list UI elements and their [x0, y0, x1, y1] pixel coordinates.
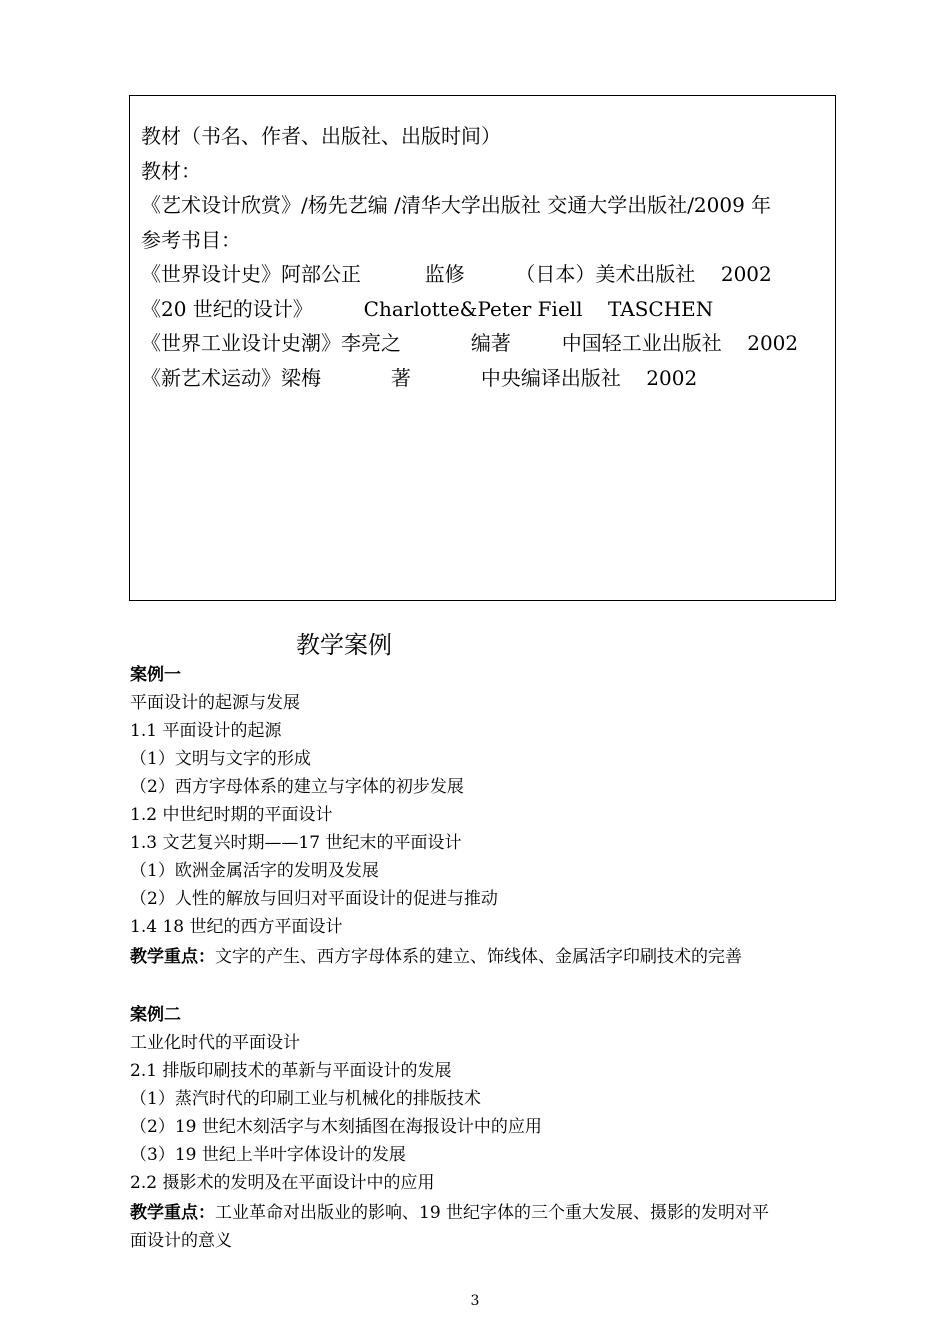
case-one-title: 案例一: [130, 665, 181, 685]
case-two-focus-text: 工业革命对出版业的影响、19 世纪字体的三个重大发展、摄影的发明对平: [215, 1203, 770, 1223]
page-number: 3: [470, 1293, 480, 1309]
case-two-focus: [130, 1202, 769, 1224]
case-one-line: （2）人性的解放与回归对平面设计的促进与推动: [130, 889, 498, 909]
case-one-line: 1.2 中世纪时期的平面设计: [130, 805, 333, 825]
case-two-line: （3）19 世纪上半叶字体设计的发展: [130, 1145, 406, 1165]
case-one-line: 1.1 平面设计的起源: [130, 721, 282, 741]
case-one-focus-text: 文字的产生、西方字母体系的建立、饰线体、金属活字印刷技术的完善: [215, 947, 742, 967]
case-two-title: 案例二: [130, 1005, 181, 1025]
case-two-line: 工业化时代的平面设计: [130, 1033, 300, 1053]
case-one-line: 平面设计的起源与发展: [130, 693, 300, 713]
case-two-focus-label: 教学重点：: [130, 1203, 215, 1223]
case-one-focus: [130, 946, 742, 968]
textbook-info-box: [129, 95, 836, 601]
reference-book-3: 《世界工业设计史潮》李亮之 编著 中国轻工业出版社 2002: [141, 331, 799, 355]
case-one-line: 1.4 18 世纪的西方平面设计: [130, 917, 343, 937]
textbook-heading: 教材（书名、作者、出版社、出版时间）: [141, 124, 501, 148]
case-one-focus-label: 教学重点：: [130, 947, 215, 967]
reference-book-1: 《世界设计史》阿部公正 监修 （日本）美术出版社 2002: [141, 262, 772, 286]
reference-books-label: 参考书目：: [141, 228, 241, 252]
reference-book-2: 《20 世纪的设计》 Charlotte&Peter Fiell TASCHEN: [141, 297, 714, 321]
case-two-focus-continued: 面设计的意义: [130, 1231, 232, 1251]
reference-book-4: 《新艺术运动》梁梅 著 中央编译出版社 2002: [141, 366, 698, 390]
case-one-line: （1）欧洲金属活字的发明及发展: [130, 861, 379, 881]
case-two-line: 2.1 排版印刷技术的革新与平面设计的发展: [130, 1061, 452, 1081]
case-one-line: 1.3 文艺复兴时期——17 世纪末的平面设计: [130, 833, 462, 853]
textbook-main-book: 《艺术设计欣赏》/杨先艺编 /清华大学出版社 交通大学出版社/2009 年: [141, 193, 772, 217]
case-one-line: （2）西方字母体系的建立与字体的初步发展: [130, 777, 464, 797]
case-one-line: （1）文明与文字的形成: [130, 749, 311, 769]
textbook-label: 教材：: [141, 159, 201, 183]
section-title: 教学案例: [296, 631, 392, 659]
case-two-line: （2）19 世纪木刻活字与木刻插图在海报设计中的应用: [130, 1117, 542, 1137]
case-two-line: 2.2 摄影术的发明及在平面设计中的应用: [130, 1173, 435, 1193]
case-two-line: （1）蒸汽时代的印刷工业与机械化的排版技术: [130, 1089, 481, 1109]
